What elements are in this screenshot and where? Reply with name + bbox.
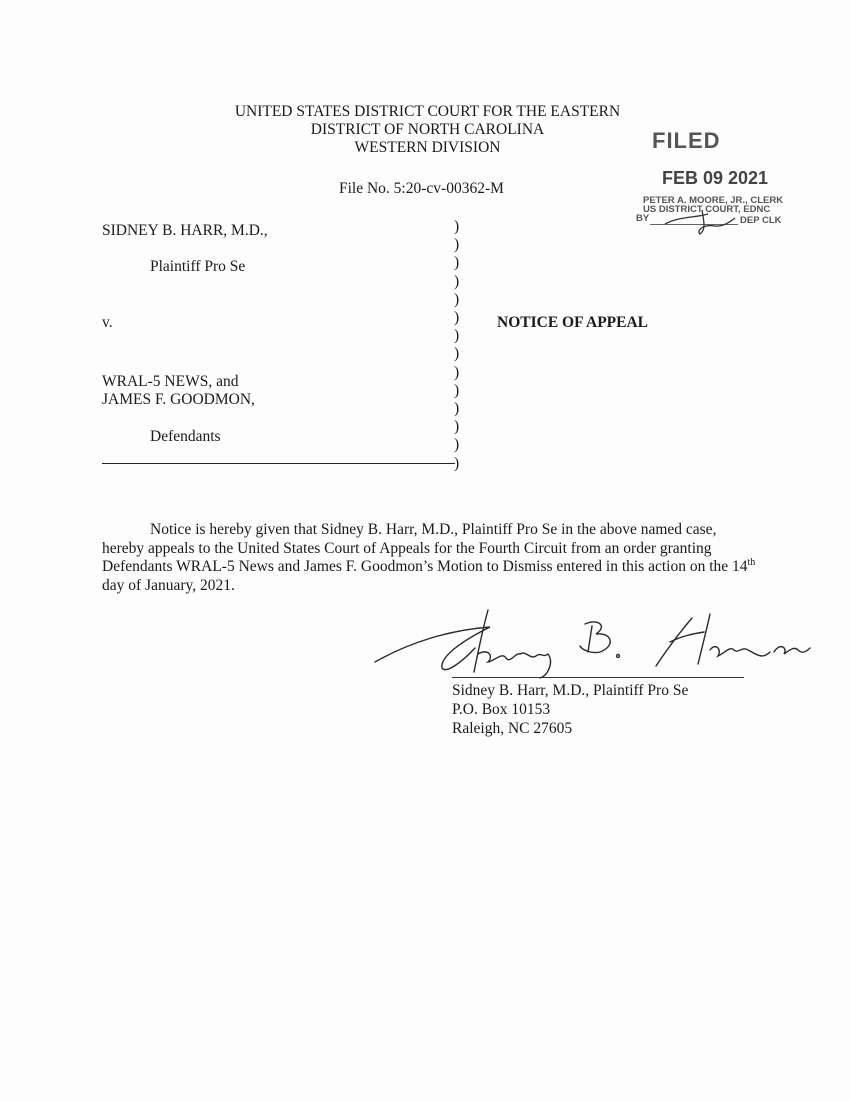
filed-stamp: FILED <box>652 128 721 153</box>
plaintiff-role: Plaintiff Pro Se <box>150 258 246 275</box>
defendant-1: WRAL-5 NEWS, and <box>102 373 239 390</box>
paren: ) <box>454 290 460 308</box>
court-header-line1: UNITED STATES DISTRICT COURT FOR THE EASTERN <box>234 103 621 120</box>
signer-address-1: P.O. Box 10153 <box>452 701 551 718</box>
paren: ) <box>454 254 460 272</box>
notice-paragraph <box>102 521 762 595</box>
stamp-initials-mark <box>660 200 740 240</box>
paren: ) <box>454 345 460 363</box>
paren: ) <box>454 400 460 418</box>
court-header <box>150 103 705 157</box>
court-header-line2: DISTRICT OF NORTH CAROLINA <box>310 121 545 138</box>
defendant-role: Defendants <box>150 428 221 445</box>
versus: v. <box>102 314 113 331</box>
caption-paren-column <box>454 218 466 473</box>
paren: ) <box>454 418 460 436</box>
stamp-dep-clerk: DEP CLK <box>740 215 782 226</box>
notice-text: Notice is hereby given that Sidney B. Harr, M.D., Plaintiff Pro Se in the above named case, hereby appeals to the United States Court of Appeals for the Fourth Circuit from an order granting Defendants WRAL-5 News and James F. Goodmon’s Motion to Dismiss entered in this action on the 14 <box>102 521 748 575</box>
paren: ) <box>454 436 460 454</box>
notice-text-end: day of January, 2021. <box>102 576 235 594</box>
court-header-line3: WESTERN DIVISION <box>354 139 501 156</box>
signature-line <box>452 677 744 678</box>
paren: ) <box>454 381 460 399</box>
paren: ) <box>454 236 460 254</box>
paren: ) <box>454 218 460 235</box>
plaintiff-name: SIDNEY B. HARR, M.D., <box>102 222 268 239</box>
paren: ) <box>454 309 460 327</box>
signature-block <box>452 681 688 738</box>
file-number: File No. 5:20-cv-00362-M <box>339 180 504 197</box>
paren: ) <box>454 327 460 345</box>
caption-rule <box>102 463 455 464</box>
filed-date: FEB 09 2021 <box>662 168 769 188</box>
stamp-by: BY <box>636 213 650 224</box>
paren: ) <box>454 454 460 472</box>
handwritten-signature <box>370 602 820 682</box>
defendant-2: JAMES F. GOODMON, <box>102 391 255 408</box>
signer-name: Sidney B. Harr, M.D., Plaintiff Pro Se <box>452 682 689 699</box>
paren: ) <box>454 363 460 381</box>
signer-address-2: Raleigh, NC 27605 <box>452 720 573 737</box>
document-title: NOTICE OF APPEAL <box>497 314 648 331</box>
stamp-court: US DISTRICT COURT, EDNC <box>643 204 771 215</box>
stamp-clerk: PETER A. MOORE, JR., CLERK <box>643 195 784 206</box>
notice-ordinal-suffix: th <box>747 556 756 568</box>
paren: ) <box>454 272 460 290</box>
